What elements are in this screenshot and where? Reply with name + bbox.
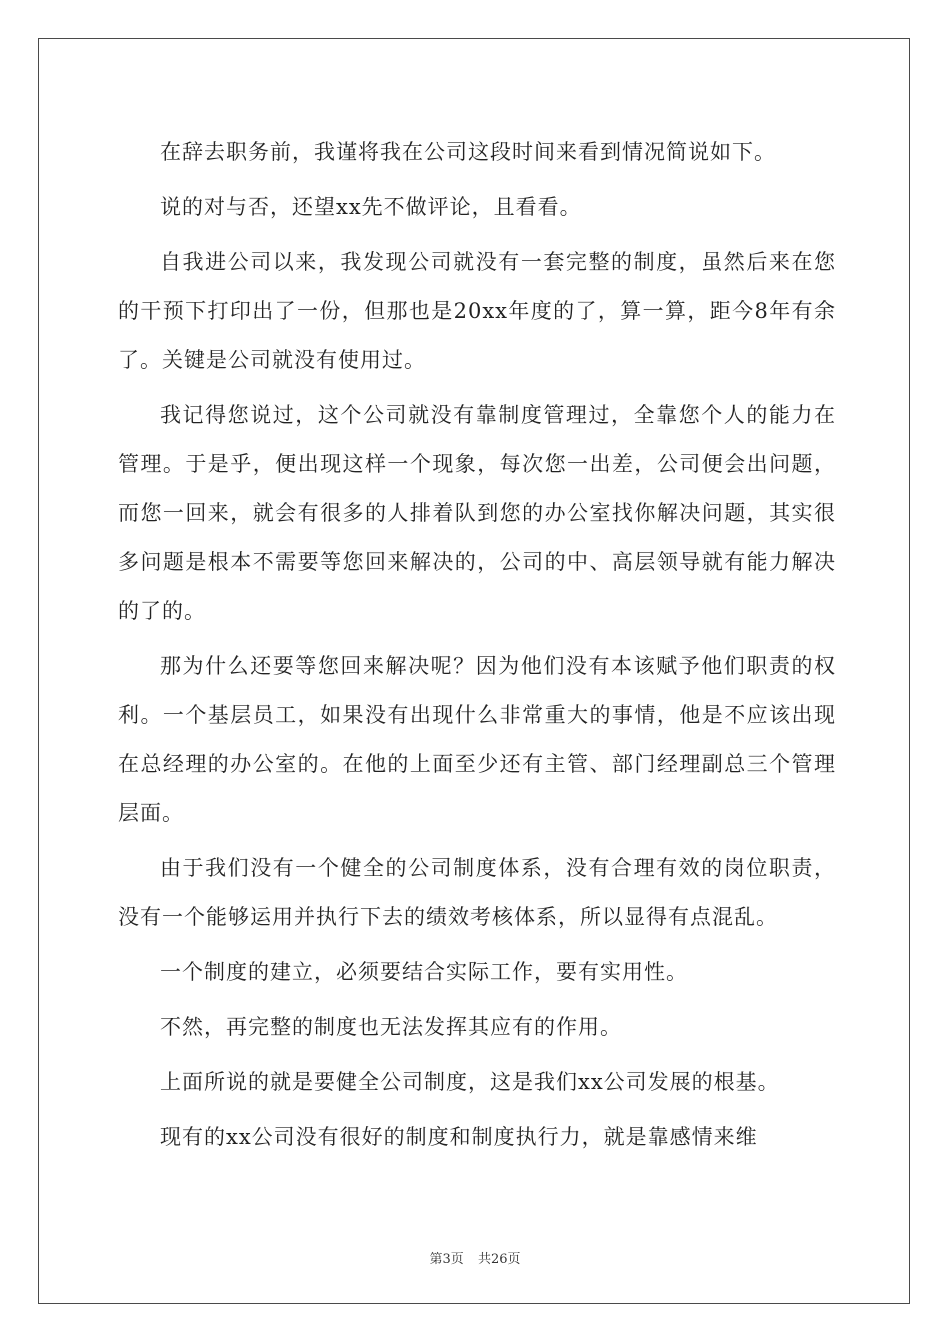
paragraph: 由于我们没有一个健全的公司制度体系，没有合理有效的岗位职责，没有一个能够运用并执行下去的绩效考核体系，所以显得有点混乱。 bbox=[118, 856, 836, 929]
paragraph: 那为什么还要等您回来解决呢？因为他们没有本该赋予他们职责的权利。一个基层员工，如果没有出现什么非常重大的事情，他是不应该出现在总经理的办公室的。在他的上面至少还有主管、部门经理副总三个管理层面。 bbox=[118, 654, 836, 825]
paragraph: 在辞去职务前，我谨将我在公司这段时间来看到情况简说如下。 bbox=[160, 140, 776, 164]
paragraph: 我记得您说过，这个公司就没有靠制度管理过，全靠您个人的能力在管理。于是乎，便出现这样一个现象，每次您一出差，公司便会出问题，而您一回来，就会有很多的人排着队到您的办公室找你解决问题，其实很多问题是根本不需要等您回来解决的，公司的中、高层领导就有能力解决的了的。 bbox=[118, 403, 836, 623]
document-body bbox=[118, 128, 836, 1168]
paragraph: 说的对与否，还望xx先不做评论，且看看。 bbox=[160, 195, 582, 219]
page-number-total: 共26页 bbox=[477, 1252, 521, 1267]
paragraph: 上面所说的就是要健全公司制度，这是我们xx公司发展的根基。 bbox=[160, 1070, 780, 1094]
paragraph: 自我进公司以来，我发现公司就没有一套完整的制度，虽然后来在您的干预下打印出了一份，但那也是20xx年度的了，算一算，距今8年有余了。关键是公司就没有使用过。 bbox=[118, 250, 836, 372]
page-number-current: 第3页 bbox=[429, 1252, 464, 1267]
page-footer bbox=[0, 1248, 950, 1267]
paragraph: 一个制度的建立，必须要结合实际工作，要有实用性。 bbox=[160, 960, 688, 984]
paragraph: 不然，再完整的制度也无法发挥其应有的作用。 bbox=[160, 1015, 622, 1039]
paragraph: 现有的xx公司没有很好的制度和制度执行力，就是靠感情来维 bbox=[160, 1125, 758, 1149]
